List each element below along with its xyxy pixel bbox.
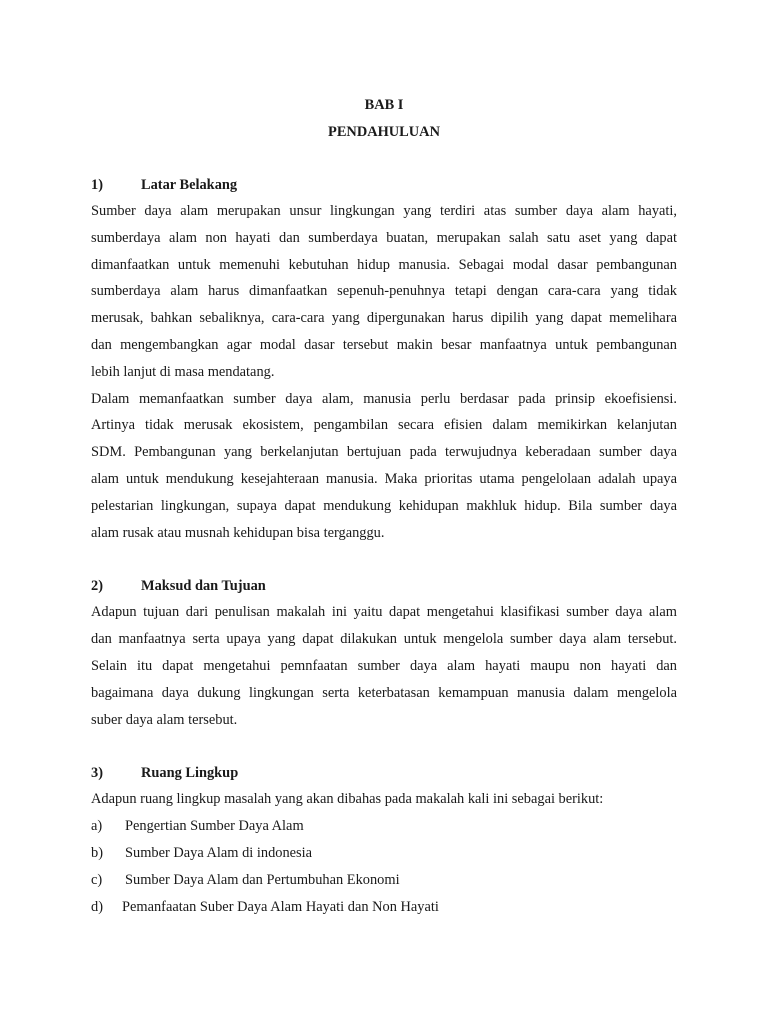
chapter-label: BAB I bbox=[364, 97, 404, 113]
paragraph bbox=[91, 599, 677, 733]
text-line: Sumber daya alam merupakan unsur lingkungan yang terdiri atas sumber daya alam hayati, bbox=[91, 203, 677, 219]
text-line: bagaimana daya dukung lingkungan serta keterbatasan kemampuan manusia dalam mengelola bbox=[91, 684, 677, 701]
text-line: sumberdaya alam harus dimanfaatkan sepenuh-penuhnya tetapi dengan cara-cara yang tidak bbox=[91, 283, 677, 300]
text-line: lebih lanjut di masa mendatang. bbox=[91, 363, 275, 380]
section-number: 3) bbox=[91, 764, 103, 781]
section-number: 1) bbox=[91, 176, 103, 193]
section-title: Latar Belakang bbox=[141, 176, 238, 193]
text-line: dimanfaatkan untuk memenuhi kebutuhan hidup manusia. Sebagai modal dasar pembangunan bbox=[91, 256, 677, 273]
text-line: pelestarian lingkungan, supaya dapat mendukung kehidupan makhluk hidup. Bila sumber daya bbox=[91, 497, 677, 514]
paragraph bbox=[91, 198, 677, 386]
section-maksud-tujuan bbox=[91, 573, 677, 733]
list-text: Pemanfaatan Suber Daya Alam Hayati dan Non Hayati bbox=[122, 899, 439, 916]
text-line: Selain itu dapat mengetahui pemnfaatan sumber daya alam hayati maupu non hayati dan bbox=[91, 657, 677, 674]
section-ruang-lingkup bbox=[91, 760, 677, 921]
text-line: merusak, bahkan sebaliknya, cara-cara yang dipergunakan harus dipilih yang dapat memelihara bbox=[91, 310, 677, 327]
list-marker: a) bbox=[91, 818, 103, 835]
section-title: Ruang Lingkup bbox=[141, 764, 239, 781]
chapter-title: PENDAHULUAN bbox=[328, 123, 440, 140]
text-line: Adapun tujuan dari penulisan makalah ini yaitu dapat mengetahui klasifikasi sumber daya alam bbox=[91, 604, 677, 621]
text-line: Adapun ruang lingkup masalah yang akan dibahas pada makalah kali ini sebagai berikut: bbox=[91, 791, 604, 808]
scope-list bbox=[91, 813, 677, 921]
list-text: Pengertian Sumber Daya Alam bbox=[125, 818, 304, 835]
text-line: SDM. Pembangunan yang berkelanjutan bertujuan pada terwujudnya keberadaan sumber daya bbox=[91, 444, 677, 461]
list-item bbox=[91, 894, 677, 921]
text-line: Artinya tidak merusak ekosistem, pengambilan secara efisien dalam memikirkan kelanjutan bbox=[91, 417, 677, 434]
section-heading bbox=[91, 573, 677, 600]
section-latar-belakang bbox=[91, 172, 677, 547]
section-heading bbox=[91, 760, 677, 787]
list-text: Sumber Daya Alam dan Pertumbuhan Ekonomi bbox=[125, 872, 400, 889]
text-line: suber daya alam tersebut. bbox=[91, 711, 238, 728]
list-marker: b) bbox=[91, 845, 103, 862]
text-line: alam untuk mendukung kesejahteraan manusia. Maka prioritas utama pengelolaan adalah upaya bbox=[91, 470, 677, 487]
list-marker: c) bbox=[91, 872, 103, 889]
paragraph bbox=[91, 386, 677, 547]
list-item bbox=[91, 813, 677, 840]
text-line: alam rusak atau musnah kehidupan bisa terganggu. bbox=[91, 524, 385, 541]
text-line: sumberdaya alam non hayati dan sumberdaya buatan, merupakan salah satu aset yang dapat bbox=[91, 229, 677, 246]
list-item bbox=[91, 840, 677, 867]
section-number: 2) bbox=[91, 577, 103, 594]
text-line: dan manfaatnya serta upaya yang dapat dilakukan untuk mengelola sumber daya alam tersebut. bbox=[91, 631, 677, 648]
section-heading bbox=[91, 172, 677, 199]
section-title: Maksud dan Tujuan bbox=[141, 577, 266, 594]
text-line: Dalam memanfaatkan sumber daya alam, manusia perlu berdasar pada prinsip ekoefisiensi. bbox=[91, 390, 677, 407]
list-item bbox=[91, 867, 677, 894]
text-line: dan mengembangkan agar modal dasar tersebut makin besar manfaatnya untuk pembangunan bbox=[91, 336, 677, 353]
list-text: Sumber Daya Alam di indonesia bbox=[125, 845, 313, 862]
paragraph bbox=[91, 786, 677, 813]
list-marker: d) bbox=[91, 899, 103, 916]
